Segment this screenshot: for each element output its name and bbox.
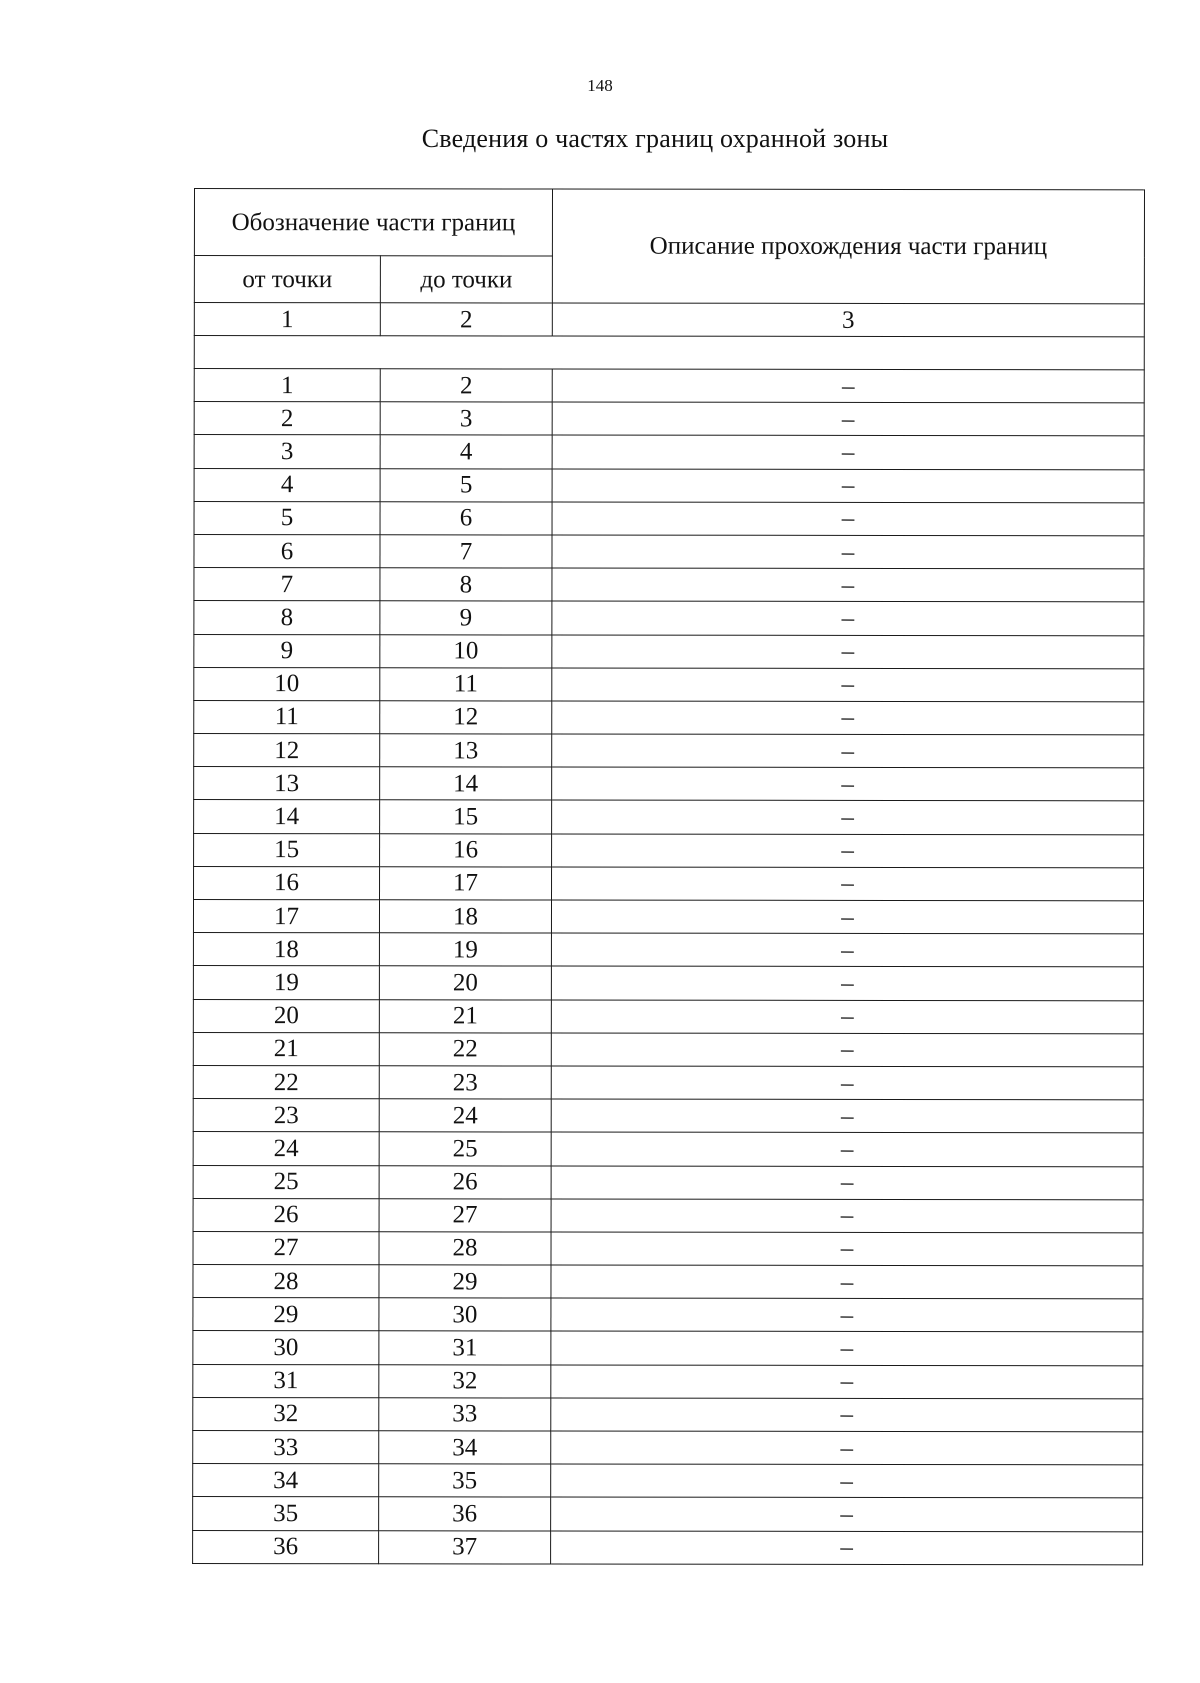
- table-row: [194, 734, 1144, 769]
- from-point-cell: 10: [194, 667, 380, 700]
- from-point-cell: 32: [193, 1397, 379, 1430]
- header-to-point: до точки: [380, 256, 552, 303]
- description-cell: –: [551, 1497, 1143, 1531]
- to-point-cell: 13: [380, 734, 552, 767]
- from-point-cell: 19: [193, 966, 379, 999]
- to-point-cell: 25: [379, 1132, 551, 1165]
- to-point-cell: 12: [380, 701, 552, 734]
- from-point-cell: 4: [194, 468, 380, 501]
- from-point-cell: 14: [194, 800, 380, 833]
- to-point-cell: 22: [379, 1033, 551, 1066]
- table-row: [193, 1198, 1143, 1233]
- table-row: [194, 402, 1144, 437]
- table-row: [194, 866, 1144, 901]
- description-cell: –: [552, 734, 1144, 768]
- table-row: [194, 468, 1144, 503]
- description-cell: –: [551, 1199, 1143, 1233]
- from-point-cell: 35: [193, 1497, 379, 1530]
- to-point-cell: 20: [379, 966, 551, 999]
- description-cell: –: [551, 1464, 1143, 1498]
- from-point-cell: 27: [193, 1231, 379, 1264]
- description-cell: –: [552, 668, 1144, 702]
- to-point-cell: 18: [379, 900, 551, 933]
- description-cell: –: [551, 1398, 1143, 1432]
- to-point-cell: 7: [380, 535, 552, 568]
- to-point-cell: 10: [380, 634, 552, 667]
- table-row: [193, 1032, 1143, 1067]
- description-cell: –: [552, 435, 1144, 469]
- table-row: [193, 1530, 1143, 1565]
- header-designation: Обозначение части границ: [194, 189, 552, 256]
- from-point-cell: 2: [194, 402, 380, 435]
- from-point-cell: 1: [194, 369, 380, 402]
- from-point-cell: 30: [193, 1331, 379, 1364]
- table-row: [194, 667, 1144, 702]
- to-point-cell: 31: [379, 1331, 551, 1364]
- description-cell: –: [551, 1165, 1143, 1199]
- table-row: [193, 1497, 1143, 1532]
- table-row: [193, 1298, 1143, 1333]
- table-row: [194, 369, 1144, 404]
- description-cell: –: [552, 469, 1144, 503]
- table-row: [193, 999, 1143, 1034]
- to-point-cell: 33: [379, 1398, 551, 1431]
- from-point-cell: 26: [193, 1198, 379, 1231]
- description-cell: –: [552, 369, 1144, 403]
- to-point-cell: 37: [379, 1530, 551, 1563]
- description-cell: –: [551, 1365, 1143, 1399]
- table-row: [193, 1065, 1143, 1100]
- table-header-row: [194, 189, 1144, 257]
- column-number: 3: [552, 303, 1144, 337]
- to-point-cell: 8: [380, 568, 552, 601]
- header-from-point: от точки: [194, 256, 380, 303]
- from-point-cell: 11: [194, 700, 380, 733]
- to-point-cell: 23: [379, 1066, 551, 1099]
- table-row: [194, 534, 1144, 569]
- table-row: [193, 900, 1143, 935]
- boundary-parts-table: [192, 188, 1145, 1565]
- table-row: [193, 1464, 1143, 1499]
- to-point-cell: 35: [379, 1464, 551, 1497]
- description-cell: –: [552, 800, 1144, 834]
- table-row: [194, 700, 1144, 735]
- table-body: [193, 303, 1145, 1565]
- description-cell: –: [551, 1066, 1143, 1100]
- table-row: [194, 601, 1144, 636]
- description-cell: –: [551, 1232, 1143, 1266]
- table-row: [194, 501, 1144, 536]
- to-point-cell: 4: [380, 435, 552, 468]
- from-point-cell: 7: [194, 568, 380, 601]
- to-point-cell: 15: [380, 800, 552, 833]
- column-number: 2: [380, 303, 552, 336]
- section-label: [194, 336, 1144, 370]
- description-cell: –: [552, 601, 1144, 635]
- table-row: [193, 1430, 1143, 1465]
- to-point-cell: 32: [379, 1364, 551, 1397]
- description-cell: –: [552, 502, 1144, 536]
- description-cell: –: [552, 767, 1144, 801]
- description-cell: –: [551, 1265, 1143, 1299]
- table-row: [193, 1132, 1143, 1167]
- from-point-cell: 22: [193, 1065, 379, 1098]
- to-point-cell: 29: [379, 1265, 551, 1298]
- from-point-cell: 29: [193, 1298, 379, 1331]
- table-row: [194, 800, 1144, 835]
- document-title: Сведения о частях границ охранной зоны: [421, 124, 889, 153]
- to-point-cell: 6: [380, 502, 552, 535]
- from-point-cell: 13: [194, 767, 380, 800]
- from-point-cell: 3: [194, 435, 380, 468]
- from-point-cell: 17: [193, 900, 379, 933]
- section-row: [194, 336, 1144, 370]
- description-cell: –: [551, 1099, 1143, 1133]
- from-point-cell: 28: [193, 1265, 379, 1298]
- to-point-cell: 14: [380, 767, 552, 800]
- to-point-cell: 17: [380, 867, 552, 900]
- from-point-cell: 16: [194, 866, 380, 899]
- table-row: [193, 1364, 1143, 1399]
- table-row: [193, 1397, 1143, 1432]
- to-point-cell: 19: [379, 933, 551, 966]
- description-cell: –: [551, 933, 1143, 967]
- to-point-cell: 16: [380, 833, 552, 866]
- table-row: [193, 1165, 1143, 1200]
- to-point-cell: 34: [379, 1431, 551, 1464]
- page-number: 148: [587, 76, 613, 95]
- description-cell: –: [552, 867, 1144, 901]
- to-point-cell: 30: [379, 1298, 551, 1331]
- from-point-cell: 21: [193, 1032, 379, 1065]
- table-row: [194, 435, 1144, 470]
- from-point-cell: 5: [194, 501, 380, 534]
- table-row: [194, 833, 1144, 868]
- description-cell: –: [551, 1298, 1143, 1332]
- to-point-cell: 3: [380, 402, 552, 435]
- table-row: [193, 1099, 1143, 1134]
- from-point-cell: 20: [193, 999, 379, 1032]
- from-point-cell: 12: [194, 734, 380, 767]
- description-cell: –: [551, 1431, 1143, 1465]
- table-row: [194, 767, 1144, 802]
- to-point-cell: 5: [380, 468, 552, 501]
- from-point-cell: 33: [193, 1430, 379, 1463]
- to-point-cell: 28: [379, 1232, 551, 1265]
- table-row: [193, 1231, 1143, 1266]
- to-point-cell: 26: [379, 1165, 551, 1198]
- to-point-cell: 9: [380, 601, 552, 634]
- from-point-cell: 18: [193, 933, 379, 966]
- from-point-cell: 34: [193, 1464, 379, 1497]
- from-point-cell: 24: [193, 1132, 379, 1165]
- to-point-cell: 21: [379, 999, 551, 1032]
- column-number-row: [194, 303, 1144, 337]
- from-point-cell: 23: [193, 1099, 379, 1132]
- column-number: 1: [194, 303, 380, 336]
- description-cell: –: [552, 834, 1144, 868]
- description-cell: –: [551, 1033, 1143, 1067]
- to-point-cell: 27: [379, 1198, 551, 1231]
- table-row: [194, 634, 1144, 669]
- description-cell: –: [551, 1531, 1143, 1565]
- header-description: Описание прохождения части границ: [552, 189, 1144, 304]
- from-point-cell: 15: [194, 833, 380, 866]
- table-row: [193, 1265, 1143, 1300]
- description-cell: –: [552, 402, 1144, 436]
- from-point-cell: 6: [194, 534, 380, 567]
- to-point-cell: 2: [380, 369, 552, 402]
- from-point-cell: 25: [193, 1165, 379, 1198]
- to-point-cell: 24: [379, 1099, 551, 1132]
- description-cell: –: [552, 635, 1144, 669]
- from-point-cell: 9: [194, 634, 380, 667]
- table-row: [193, 933, 1143, 968]
- table-row: [194, 568, 1144, 603]
- from-point-cell: 31: [193, 1364, 379, 1397]
- description-cell: –: [552, 535, 1144, 569]
- table-row: [193, 966, 1143, 1001]
- description-cell: –: [552, 701, 1144, 735]
- description-cell: –: [551, 1132, 1143, 1166]
- description-cell: –: [551, 966, 1143, 1000]
- from-point-cell: 36: [193, 1530, 379, 1563]
- description-cell: –: [552, 568, 1144, 602]
- to-point-cell: 36: [379, 1497, 551, 1530]
- table-row: [193, 1331, 1143, 1366]
- from-point-cell: 8: [194, 601, 380, 634]
- description-cell: –: [551, 900, 1143, 934]
- to-point-cell: 11: [380, 667, 552, 700]
- description-cell: –: [551, 1000, 1143, 1034]
- description-cell: –: [551, 1331, 1143, 1365]
